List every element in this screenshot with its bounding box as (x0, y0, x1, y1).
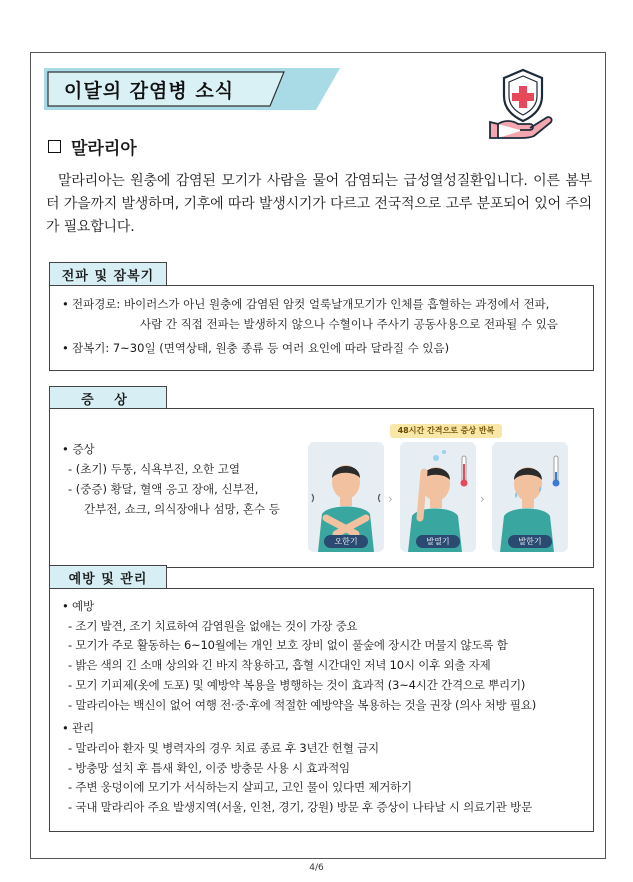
incubation-row (62, 338, 585, 358)
symptom-tab: 증 상 (49, 386, 167, 410)
incubation-label: 잠복기: (72, 341, 110, 355)
prevention-item: - 밝은 색의 긴 소매 상의와 긴 바지 착용하고, 흡혈 시간대인 저녁 10시 이후 외출 자제 (68, 658, 491, 673)
stage-sweat-panel (492, 442, 568, 552)
management-item: - 말라리아 환자 및 병력자의 경우 치료 종료 후 3년간 헌혈 금지 (68, 740, 379, 755)
next-arrow-icon: › (388, 492, 393, 506)
route-row (62, 294, 585, 314)
prevention-item: - 말라리아는 백신이 없어 여행 전·중·후에 적절한 예방약을 복용하는 것을 권장 (의사 처방 필요) (68, 697, 536, 712)
route-line-1: 바이러스가 아닌 원충에 감염된 암컷 얼룩날개모기가 인체를 흡혈하는 과정에서 전파, (123, 297, 550, 311)
prevention-box (49, 588, 594, 832)
symptom-illustration (308, 424, 586, 554)
prevention-item: - 모기가 주로 활동하는 6~10월에는 개인 보호 장비 없이 풀숲에 장시간 머물지 않도록 함 (68, 638, 508, 653)
bullet-dot: • (62, 341, 69, 355)
management-head: • 관리 (62, 721, 94, 736)
route-label: 전파경로: (72, 297, 121, 311)
stage-fever-label: 발열기 (416, 535, 460, 548)
symptom-head: • 증상 (62, 442, 95, 456)
next-arrow-icon: › (480, 492, 485, 506)
cycle-banner: 48시간 간격으로 증상 반복 (390, 424, 502, 438)
symptom-severe-1: - (중증) 황달, 혈액 응고 장애, 신부전, (68, 482, 259, 496)
symptom-list (62, 439, 280, 519)
intro-paragraph (46, 170, 592, 239)
spread-box (49, 285, 594, 371)
hand-shield-cross-icon (484, 66, 562, 144)
stage-sweat-label: 발한기 (508, 535, 552, 548)
stage-chills-label: 오한기 (324, 535, 368, 548)
title-banner (44, 68, 340, 110)
management-item: - 주변 웅덩이에 모기가 서식하는지 살피고, 고인 물이 있다면 제거하기 (68, 780, 412, 795)
prevention-item: - 조기 발견, 조기 치료하여 감염원을 없애는 것이 가장 중요 (68, 618, 358, 633)
symptom-early: - (초기) 두통, 식욕부진, 오한 고열 (68, 462, 241, 476)
incubation-text: 7~30일 (면역상태, 원충 종류 등 여러 요인에 따라 달라질 수 있음) (112, 341, 450, 355)
prevention-item: - 모기 기피제(옷에 도포) 및 예방약 복용을 병행하는 것이 효과적 (3~4시간 간격으로 뿌리기) (68, 677, 526, 692)
disease-heading-label: 말라리아 (71, 139, 137, 159)
square-bullet-icon (48, 140, 61, 153)
management-item: - 국내 말라리아 주요 발생지역(서울, 인천, 경기, 강원) 방문 후 증상이 나타날 시 의료기관 방문 (68, 800, 532, 815)
spread-tab: 전파 및 잠복기 (49, 262, 167, 286)
disease-heading (48, 134, 137, 159)
page-title: 이달의 감염병 소식 (64, 80, 235, 102)
stage-fever-panel (400, 442, 476, 552)
prevention-tab: 예방 및 관리 (49, 565, 167, 589)
management-item: - 방충망 설치 후 틈새 확인, 이중 방충문 사용 시 효과적임 (68, 760, 350, 775)
bullet-dot: • (62, 297, 69, 311)
page-number: 4/6 (309, 863, 324, 873)
stage-chills-panel (308, 442, 384, 552)
symptom-severe-2: 간부전, 쇼크, 의식장애나 섬망, 혼수 등 (84, 502, 280, 516)
route-line-2: 사람 간 직접 전파는 발생하지 않으나 수혈이나 주사기 공동사용으로 전파될 수 있음 (140, 317, 558, 331)
intro-text: 말라리아는 원충에 감염된 모기가 사람을 물어 감염되는 급성열성질환입니다. 이른 봄부터 가을까지 발생하며, 기후에 따라 발생시기가 다르고 전국적으로 고루 분포되어 있어 주의가 필요합니다. (46, 173, 592, 235)
prevention-head: • 예방 (62, 599, 94, 613)
